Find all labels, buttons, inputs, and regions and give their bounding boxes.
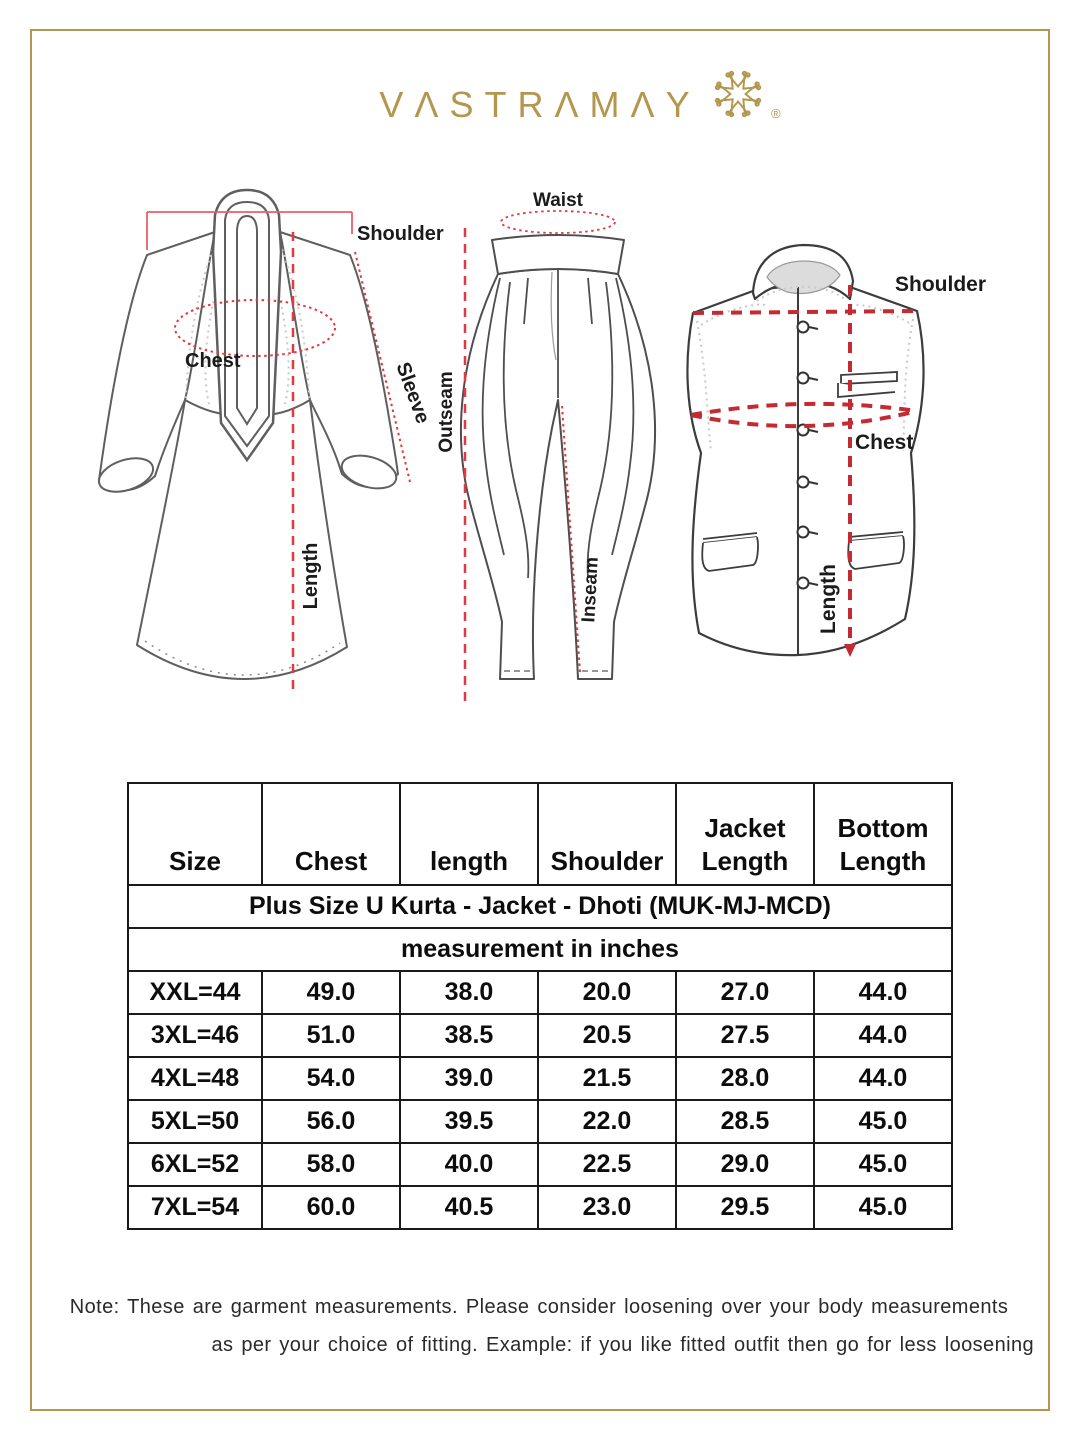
dhoti-outseam-label: Outseam <box>436 371 457 453</box>
kurta-collar <box>213 190 281 460</box>
note-line-1: Note: These are garment measurements. Please consider loosening over your body measurements <box>69 1296 1009 1318</box>
kurta-length-label: Length <box>300 542 322 610</box>
header-size: Size <box>128 783 262 885</box>
kurta-chest-label: Chest <box>185 350 241 372</box>
table-subtitle: measurement in inches <box>128 928 952 971</box>
jacket-chest-label: Chest <box>855 431 914 454</box>
table-header-row <box>128 783 952 885</box>
table-row: 4XL=48 54.0 39.0 21.5 28.0 44.0 <box>128 1057 952 1100</box>
table-row: 7XL=54 60.0 40.5 23.0 29.5 45.0 <box>128 1186 952 1229</box>
note-line-2: as per your choice of fitting. Example: if you like fitted outfit then go for less loosening <box>211 1334 1034 1356</box>
table-subtitle-row <box>128 928 952 971</box>
brand-mandala-icon <box>711 67 765 121</box>
table-row: 6XL=52 58.0 40.0 22.5 29.0 45.0 <box>128 1143 952 1186</box>
dhoti-waist-label: Waist <box>533 190 583 211</box>
table-row: XXL=44 49.0 38.0 20.0 27.0 44.0 <box>128 971 952 1014</box>
table-title: Plus Size U Kurta - Jacket - Dhoti (MUK-MJ-MCD) <box>128 885 952 928</box>
dhoti-inseam-label: Inseam <box>578 556 603 623</box>
header-shoulder: Shoulder <box>538 783 676 885</box>
table-row: 3XL=46 51.0 38.5 20.5 27.5 44.0 <box>128 1014 952 1057</box>
jacket-length-arrow <box>844 644 856 657</box>
measurement-note <box>44 1288 1034 1364</box>
header-chest: Chest <box>262 783 400 885</box>
header-length: length <box>400 783 538 885</box>
kurta-measurement-diagram <box>55 160 475 720</box>
brand-wordmark: VΛSTRΛMΛY <box>379 84 701 125</box>
brand-header <box>0 84 1080 126</box>
kurta-shoulder-label: Shoulder <box>357 223 444 245</box>
kurta-sleeve-label: Sleeve <box>391 359 434 427</box>
jacket-length-label: Length <box>817 564 840 634</box>
size-chart-table <box>127 782 953 1230</box>
jacket-shoulder-label: Shoulder <box>895 273 987 296</box>
header-jacket-length: Jacket Length <box>676 783 814 885</box>
dhoti-measurement-diagram <box>430 160 680 730</box>
table-row: 5XL=50 56.0 39.5 22.0 28.5 45.0 <box>128 1100 952 1143</box>
jacket-measurement-diagram <box>665 225 1020 685</box>
table-title-row <box>128 885 952 928</box>
header-bottom-length: Bottom Length <box>814 783 952 885</box>
registered-mark: ® <box>770 106 781 121</box>
